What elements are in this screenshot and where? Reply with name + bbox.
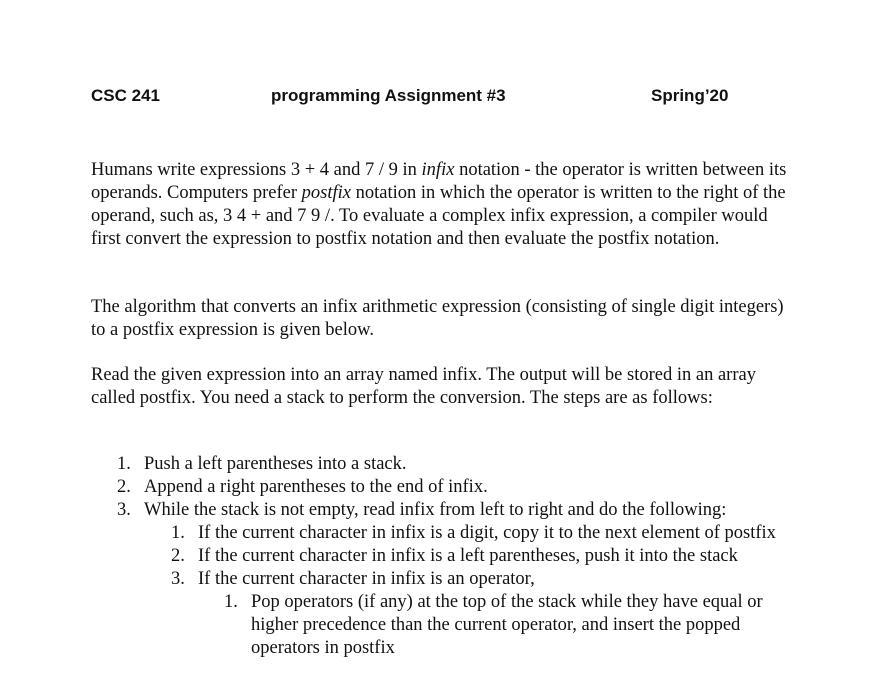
list-item-text: While the stack is not empty, read infix from left to right and do the following: — [144, 500, 727, 520]
course-code: CSC 241 — [91, 86, 160, 105]
list-item-text: Push a left parentheses into a stack. — [144, 454, 407, 474]
list-number: 3. — [171, 569, 185, 589]
list-item — [91, 499, 811, 522]
list-number: 1. — [117, 454, 131, 474]
list-item-text: If the current character in infix is a digit, copy it to the next element of postfix — [198, 523, 776, 543]
semester-label: Spring’20 — [651, 86, 729, 105]
assignment-title: programming Assignment #3 — [271, 86, 506, 105]
sub-list-item — [91, 522, 811, 545]
sub-sub-list-item — [91, 591, 811, 660]
list-item — [91, 453, 811, 476]
intro-text-part: Humans write expressions 3 + 4 and 7 / 9 in — [91, 160, 422, 180]
steps-list — [91, 453, 811, 660]
list-number: 3. — [117, 500, 131, 520]
read-paragraph: Read the given expression into an array named infix. The output will be stored in an array called postfix. You need a stack to perform the conversion. The steps are as follows: — [91, 365, 756, 408]
sub-list-item — [91, 568, 811, 591]
postfix-term: postfix — [301, 183, 351, 203]
document-header — [0, 86, 887, 112]
list-number: 1. — [224, 592, 238, 612]
list-number: 1. — [171, 523, 185, 543]
list-number: 2. — [117, 477, 131, 497]
list-item-text: Pop operators (if any) at the top of the stack while they have equal or higher precedence than the current operator, and insert the popped operators in postfix — [251, 592, 763, 658]
algorithm-paragraph: The algorithm that converts an infix arithmetic expression (consisting of single digit integers) to a postfix expression is given below. — [91, 297, 784, 340]
list-item — [91, 476, 811, 499]
sub-list-item — [91, 545, 811, 568]
intro-paragraph — [91, 159, 791, 251]
intro-text-part: notation in which the operator is written to the right of the operand, such as, 3 4 + and 7 9 /. To evaluate a complex infix expression, a compiler would first convert the expression to postfix notation and then evaluate the postfix notation. — [91, 183, 786, 249]
list-number: 2. — [171, 546, 185, 566]
list-item-text: If the current character in infix is a left parentheses, push it into the stack — [198, 546, 738, 566]
list-item-text: Append a right parentheses to the end of infix. — [144, 477, 488, 497]
list-item-text: If the current character in infix is an operator, — [198, 569, 535, 589]
infix-term: infix — [421, 160, 455, 180]
intro-text-part: notation - the operator is written between its operands. Computers prefer — [91, 160, 787, 203]
